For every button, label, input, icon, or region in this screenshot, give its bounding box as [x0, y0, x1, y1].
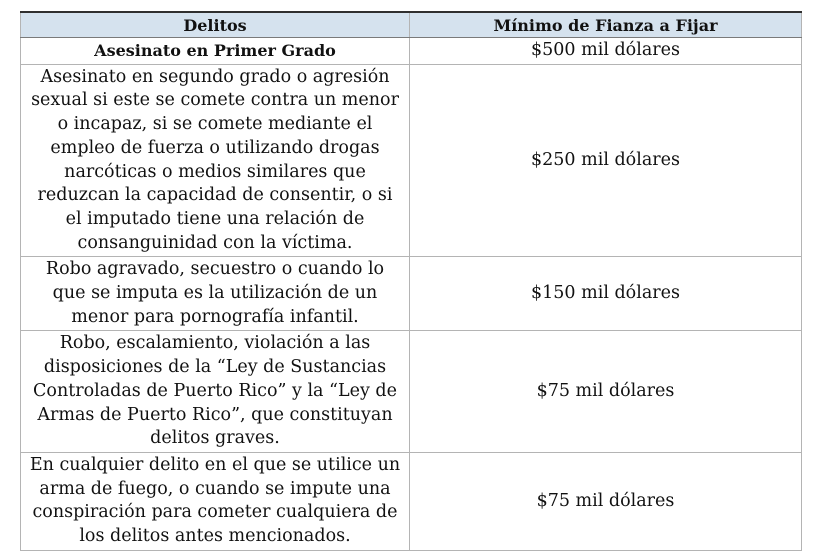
bail-table	[20, 11, 802, 551]
bail-cell: $500 mil dólares	[410, 38, 802, 65]
crime-cell: Asesinato en Primer Grado	[21, 38, 410, 65]
table-row	[21, 452, 802, 550]
table-row	[21, 64, 802, 257]
bail-cell: $250 mil dólares	[410, 64, 802, 257]
bail-cell: $75 mil dólares	[410, 331, 802, 453]
crime-cell: Asesinato en segundo grado o agresión sexual si este se comete contra un menor o incapaz, si se comete mediante el empleo de fuerza o utilizando drogas narcóticas o medios similares que reduzcan la capacidad de consentir, o si el imputado tiene una relación de consanguinidad con la víctima.	[21, 64, 410, 257]
crime-cell: Robo, escalamiento, violación a las disposiciones de la “Ley de Sustancias Controladas de Puerto Rico” y la “Ley de Armas de Puerto Rico”, que constituyan delitos graves.	[21, 331, 410, 453]
header-crimes: Delitos	[21, 12, 410, 38]
header-row	[21, 12, 802, 38]
crime-cell: Robo agravado, secuestro o cuando lo que se imputa es la utilización de un menor para pornografía infantil.	[21, 257, 410, 331]
bail-cell: $75 mil dólares	[410, 452, 802, 550]
bail-cell: $150 mil dólares	[410, 257, 802, 331]
table-row	[21, 331, 802, 453]
table-row	[21, 38, 802, 65]
table-row	[21, 257, 802, 331]
crime-cell: En cualquier delito en el que se utilice un arma de fuego, o cuando se impute una conspiración para cometer cualquiera de los delitos antes mencionados.	[21, 452, 410, 550]
header-minimum-bail: Mínimo de Fianza a Fijar	[410, 12, 802, 38]
